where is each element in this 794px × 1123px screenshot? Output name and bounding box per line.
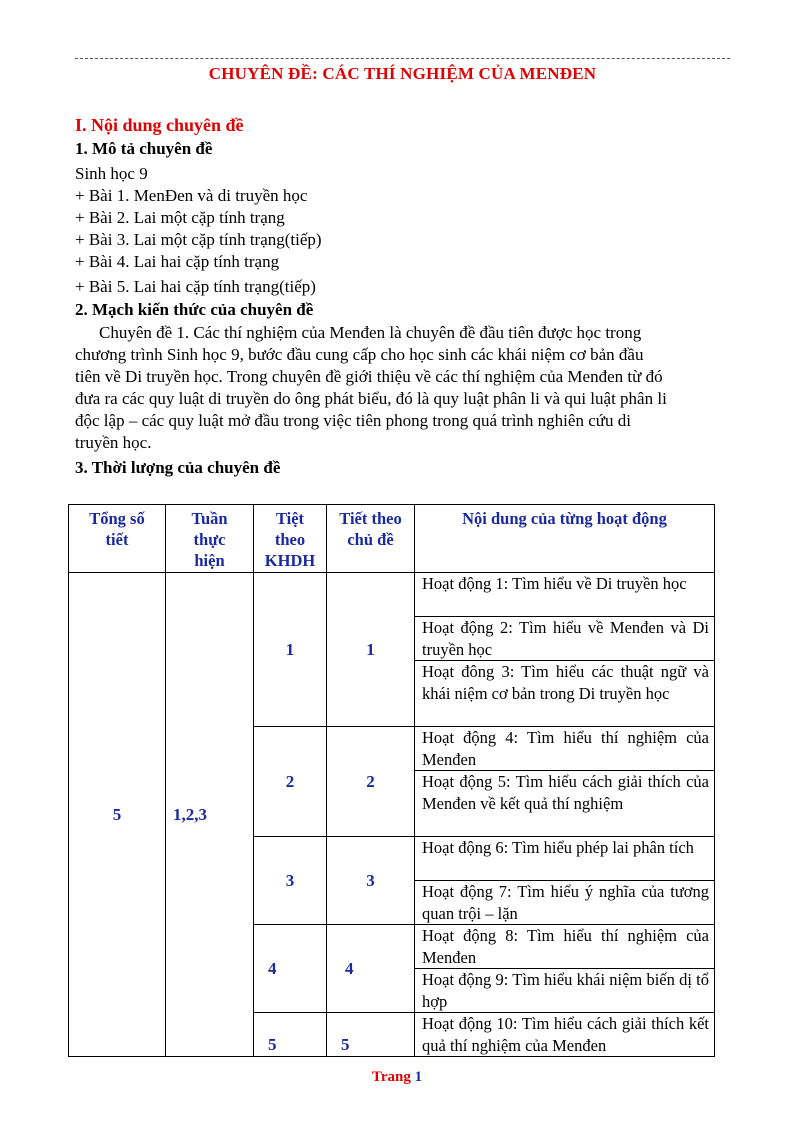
subject-line: Sinh học 9 [75, 164, 148, 183]
paragraph-line: truyền học. [75, 433, 152, 452]
activity-cell: Hoạt động 4: Tìm hiểu thí nghiệm của Menđen [415, 727, 715, 771]
activity-cell: Hoạt đông 3: Tìm hiểu các thuật ngữ và khái niệm cơ bản trong Di truyền học [415, 661, 715, 727]
total-periods-cell: 5 [69, 573, 166, 1057]
paragraph-line: Chuyên đề 1. Các thí nghiệm của Menđen là chuyên đề đầu tiên được học trong [99, 323, 642, 342]
paragraph-line: đưa ra các quy luật di truyền do ông phát biểu, đó là quy luật phân li và qui luật phân li [75, 389, 667, 408]
activity-cell: Hoạt động 6: Tìm hiểu phép lai phân tích [415, 837, 715, 881]
header-khdh-period: Tiệt theo KHDH [254, 505, 327, 573]
topic-cell: 5 [327, 1013, 415, 1057]
activity-cell: Hoạt động 8: Tìm hiểu thí nghiệm của Menđen [415, 925, 715, 969]
header-total-periods: Tổng số tiết [69, 505, 166, 573]
paragraph-line: độc lập – các quy luật mở đầu trong việc tiên phong trong quá trình nghiên cứu di [75, 411, 631, 430]
description-paragraph [75, 322, 727, 454]
lesson-item: + Bài 2. Lai một cặp tính trạng [75, 208, 285, 227]
header-activity-content: Nội dung của từng hoạt động [415, 505, 715, 573]
topic-cell: 4 [327, 925, 415, 1013]
header-topic-period: Tiết theo chủ đề [327, 505, 415, 573]
paragraph-line: chương trình Sinh học 9, bước đầu cung cấp cho học sinh các khái niệm cơ bản đầu [75, 345, 644, 364]
schedule-table [68, 504, 715, 1057]
activity-cell: Hoạt động 1: Tìm hiểu về Di truyền học [415, 573, 715, 617]
subsection-heading-2: 2. Mạch kiến thức của chuyên đề [75, 300, 314, 319]
header-weeks: Tuần thực hiện [166, 505, 254, 573]
table-row [69, 573, 715, 617]
topic-cell: 2 [327, 727, 415, 837]
header-rule [75, 58, 730, 59]
page-number: 1 [414, 1069, 423, 1085]
table-header-row [69, 505, 715, 573]
topic-cell: 1 [327, 573, 415, 727]
subsection-heading-3: 3. Thời lượng của chuyên đề [75, 458, 281, 477]
activity-cell: Hoạt động 10: Tìm hiểu cách giải thích kết quả thí nghiệm của Menđen [415, 1013, 715, 1057]
document-title: CHUYÊN ĐỀ: CÁC THÍ NGHIỆM CỦA MENĐEN [208, 64, 597, 83]
activity-cell: Hoạt động 7: Tìm hiểu ý nghĩa của tương quan trội – lặn [415, 881, 715, 925]
page-footer [0, 1069, 794, 1086]
topic-cell: 3 [327, 837, 415, 925]
khdh-cell: 1 [254, 573, 327, 727]
khdh-cell: 3 [254, 837, 327, 925]
paragraph-line: tiên về Di truyền học. Trong chuyên đề giới thiệu về các thí nghiệm của Menđen từ đó [75, 367, 663, 386]
document-body [75, 114, 727, 479]
khdh-cell: 4 [254, 925, 327, 1013]
lesson-item: + Bài 3. Lai một cặp tính trạng(tiếp) [75, 230, 322, 249]
activity-cell: Hoạt động 9: Tìm hiểu khái niệm biến dị tổ hợp [415, 969, 715, 1013]
activity-cell: Hoạt động 5: Tìm hiểu cách giải thích của Menđen về kết quả thí nghiệm [415, 771, 715, 837]
lesson-item: + Bài 4. Lai hai cặp tính trạng [75, 252, 280, 271]
page-word: Trang [371, 1069, 411, 1085]
khdh-cell: 5 [254, 1013, 327, 1057]
activity-cell: Hoạt động 2: Tìm hiểu về Menđen và Di truyền học [415, 617, 715, 661]
section-heading: I. Nội dung chuyên đề [75, 115, 244, 135]
lesson-item: + Bài 1. MenĐen và di truyền học [75, 186, 308, 205]
weeks-cell: 1,2,3 [166, 573, 254, 1057]
lesson-item: + Bài 5. Lai hai cặp tính trạng(tiếp) [75, 277, 316, 296]
khdh-cell: 2 [254, 727, 327, 837]
subsection-heading-1: 1. Mô tả chuyên đề [75, 139, 213, 158]
